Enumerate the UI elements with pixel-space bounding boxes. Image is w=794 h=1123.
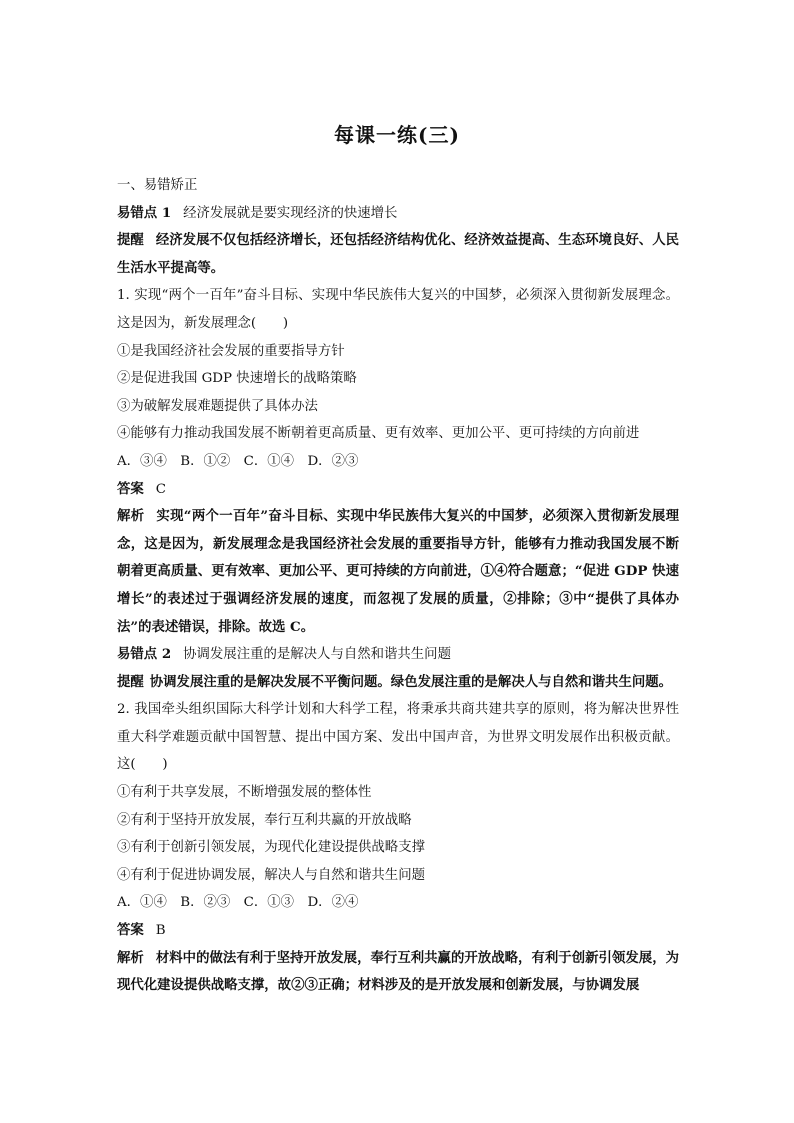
question-2-analysis-label: 解析 <box>117 949 144 966</box>
question-2-option-1: ①有利于共享发展，不断增强发展的整体性 <box>117 785 372 801</box>
question-2-option-3: ③有利于创新引领发展，为现代化建设提供战略支撑 <box>117 840 425 856</box>
tip-2 <box>117 669 679 697</box>
question-2-analysis <box>117 945 679 1000</box>
error-point-2 <box>117 641 679 669</box>
question-1-option-1: ①是我国经济社会发展的重要指导方针 <box>117 343 345 359</box>
tip-2-text: 协调发展注重的是解决发展不平衡问题。绿色发展注重的是解决人与自然和谐共生问题。 <box>149 673 673 690</box>
question-1-option-4: ④能够有力推动我国发展不断朝着更高质量、更有效率、更加公平、更可持续的方向前进 <box>117 426 640 442</box>
error-point-1-text: 经济发展就是要实现经济的快速增长 <box>183 205 398 221</box>
document-body <box>117 172 679 1000</box>
page-title: 每课一练(三) <box>334 123 460 147</box>
question-1-answer-label: 答案 <box>117 480 144 497</box>
section-heading: 一、易错矫正 <box>117 178 198 193</box>
question-1-option-2: ②是促进我国 GDP 快速增长的战略策略 <box>117 371 357 387</box>
question-1-option-3: ③为破解发展难题提供了具体办法 <box>117 398 318 414</box>
tip-1 <box>117 227 679 282</box>
question-2-option-2: ②有利于坚持开放发展，奉行互利共赢的开放战略 <box>117 812 412 828</box>
error-point-1 <box>117 200 679 228</box>
question-1-analysis-label: 解析 <box>117 508 145 525</box>
error-point-1-label: 易错点 1 <box>117 204 172 221</box>
question-2-option-4: ④有利于促进协调发展，解决人与自然和谐共生问题 <box>117 867 425 883</box>
question-2-stem: 2. 我国牵头组织国际大科学计划和大科学工程，将秉承共商共建共享的原则，将为解决世界性重大科学难题贡献中国智慧、提出中国方案、发出中国声音，为世界文明发展作出积极贡献。这( ) <box>117 702 679 773</box>
tip-1-text: 经济发展不仅包括经济增长，还包括经济结构优化、经济效益提高、生态环境良好、人民生活水平提高等。 <box>117 232 680 276</box>
question-1-answer <box>117 476 679 504</box>
question-1-answer-value: C <box>155 481 167 497</box>
question-1-analysis-text: 实现“两个一百年”奋斗目标、实现中华民族伟大复兴的中国梦，必须深入贯彻新发展理念，这是因为，新发展理念是我国经济社会发展的重要指导方针，能够有力推动我国发展不断朝着更高质量、更有效率、更加公平、更可持续的方向前进，①④符合题意；“促进 GDP 快速增长”的表述过于强调经济发展的速度，而忽视了发展的质量，②排除；③中“提供了具体办法”的表述错误，排除。故选 C。 <box>117 508 680 635</box>
question-1-analysis <box>117 503 679 641</box>
question-1-choices: A．③④ B．①② C．①④ D．②③ <box>117 453 359 469</box>
error-point-2-text: 协调发展注重的是解决人与自然和谐共生问题 <box>183 647 451 663</box>
tip-1-label: 提醒 <box>117 232 144 249</box>
error-point-2-label: 易错点 2 <box>117 646 172 663</box>
question-2-answer <box>117 917 679 945</box>
question-2-analysis-text: 材料中的做法有利于坚持开放发展，奉行互利共赢的开放战略，有利于创新引领发展，为现代化建设提供战略支撑，故②③正确；材料涉及的是开放发展和创新发展，与协调发展 <box>117 949 680 994</box>
tip-2-label: 提醒 <box>117 673 144 690</box>
question-2-answer-label: 答案 <box>117 922 144 939</box>
question-2-choices: A．①④ B．②③ C．①③ D．②④ <box>117 895 359 911</box>
question-2-answer-value: B <box>155 923 166 939</box>
question-1-stem: 1. 实现“两个一百年”奋斗目标、实现中华民族伟大复兴的中国梦，必须深入贯彻新发展理念。这是因为，新发展理念( ) <box>117 288 679 331</box>
